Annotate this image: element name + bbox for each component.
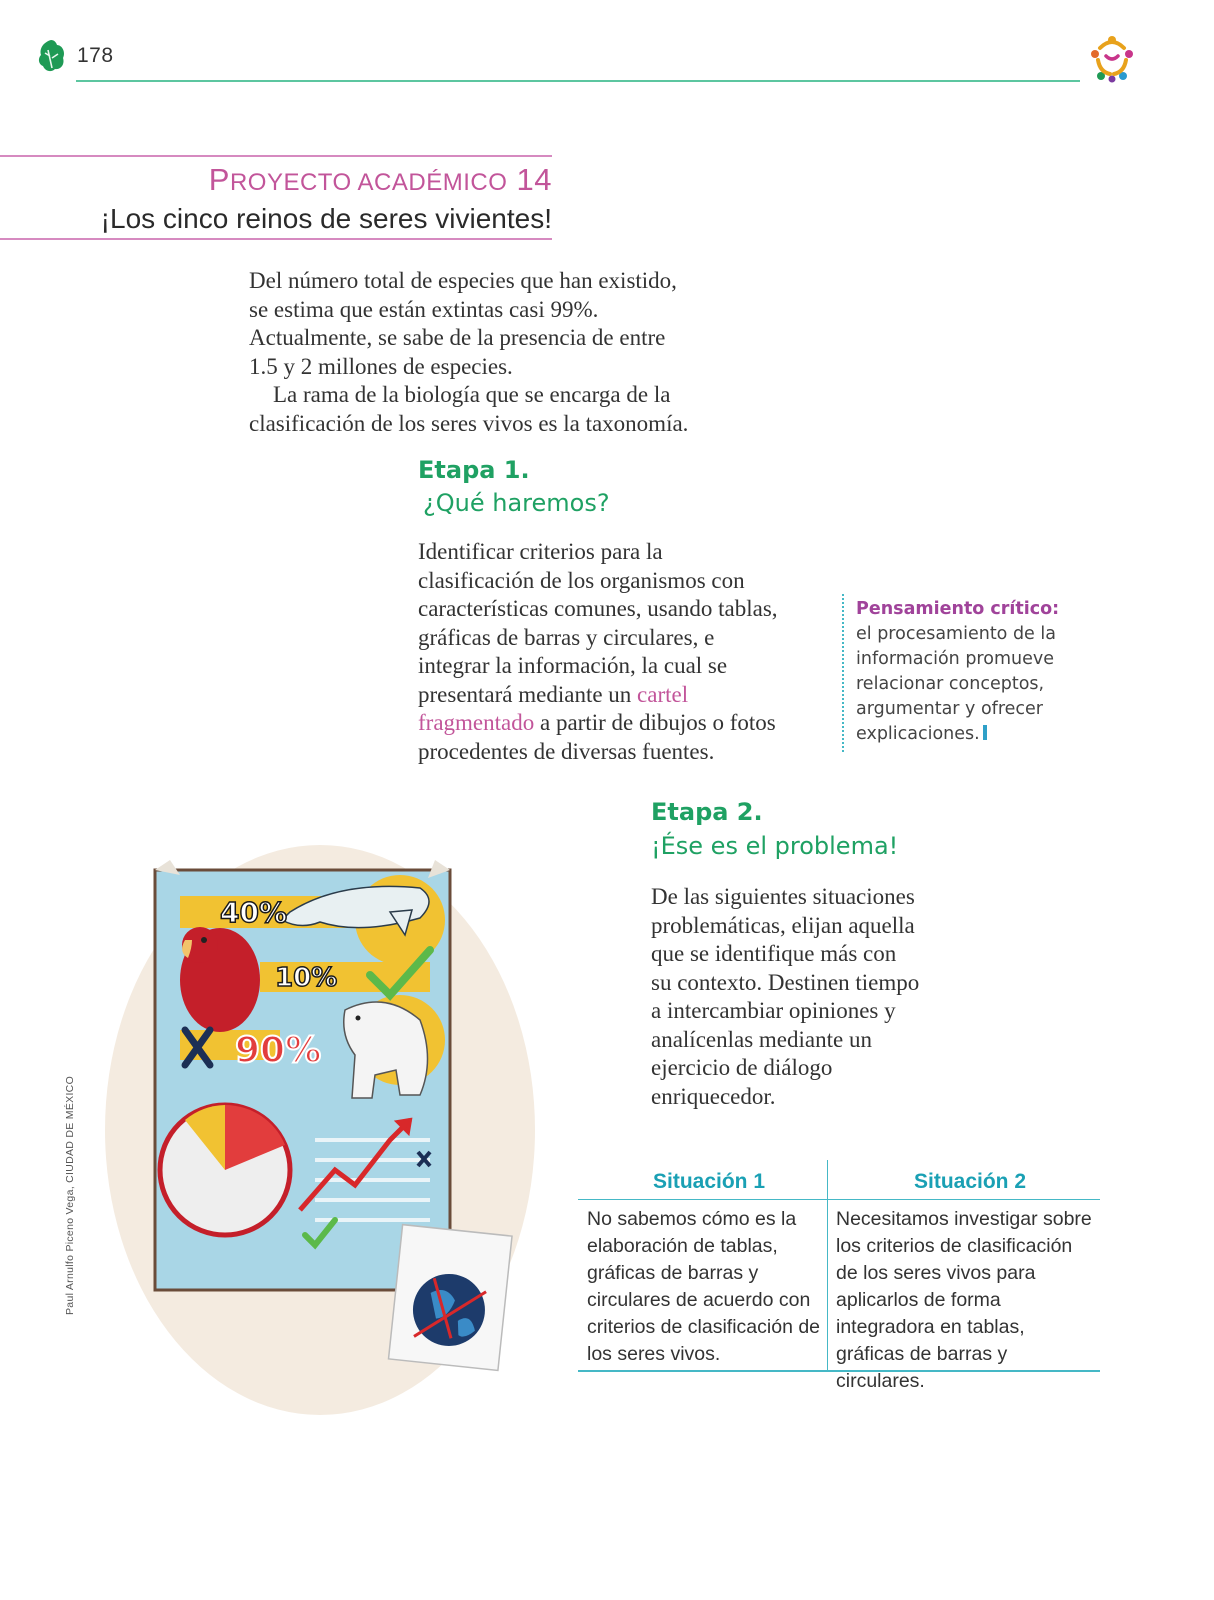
label-90: 90% <box>235 1030 322 1071</box>
project-subtitle: ¡Los cinco reinos de seres vivientes! <box>100 203 552 234</box>
project-number: 14 <box>507 162 552 197</box>
situation-1-header: Situación 1 <box>653 1170 766 1193</box>
situation-2-header: Situación 2 <box>914 1170 1027 1193</box>
leaf-icon <box>35 38 67 74</box>
program-logo-icon <box>1086 32 1138 84</box>
glossary-link[interactable]: cartel fragmentado <box>418 681 689 735</box>
stage-1-text-before: Identificar criterios para la clasificación de los organismos con características comunes, usando tablas, gráficas de barras y circulares, e integrar la información, la cual se presentará mediante un <box>418 539 778 707</box>
stage-1-title: Etapa 1. <box>418 456 530 484</box>
stage-2-title: Etapa 2. <box>651 798 763 826</box>
critical-thinking-note <box>856 597 1086 747</box>
illustration-credit: Paul Arnulfo Piceno Vega, CIUDAD DE MÉXICO <box>64 1075 76 1315</box>
project-label-text: ROYECTO ACADÉMICO <box>229 169 508 196</box>
title-rule-bottom <box>0 238 552 240</box>
poster-illustration <box>100 840 540 1420</box>
stage-2-subtitle: ¡Ése es el problema! <box>651 832 899 860</box>
project-label-initial: P <box>208 162 230 197</box>
stage-1-text-after: a partir de dibujos o fotos procedentes de diversas fuentes. <box>418 710 776 764</box>
page-number: 178 <box>77 44 114 67</box>
intro-paragraph-1: Del número total de especies que han existido, se estima que están extintas casi 99%. Actualmente, se sabe de la presencia de entre 1.5 y 2 millones de especies. <box>249 268 677 379</box>
label-10: 10% <box>275 963 338 993</box>
stage-1-subtitle: ¿Qué haremos? <box>423 489 610 517</box>
aside-end-mark <box>983 725 987 740</box>
aside-title: Pensamiento crítico: <box>856 599 1060 619</box>
intro-text <box>249 267 689 438</box>
table-header-rule <box>578 1199 1100 1200</box>
project-label <box>209 162 552 198</box>
aside-text: el procesamiento de la información promueve relacionar conceptos, argumentar y ofrecer explicaciones. <box>856 624 1056 744</box>
intro-paragraph-2: La rama de la biología que se encarga de la clasificación de los seres vivos es la taxonomía. <box>249 382 689 436</box>
title-rule-top <box>0 155 552 157</box>
label-40: 40% <box>220 896 288 929</box>
stage-2-text: De las siguientes situaciones problemáticas, elijan aquella que se identifique más con su contexto. Destinen tiempo a intercambiar opiniones y analícenlas mediante un ejercicio de diálogo enriquecedor. <box>651 884 920 1109</box>
stage-1-text <box>418 538 778 766</box>
table-column-divider <box>827 1160 828 1370</box>
globe-card <box>389 1225 513 1371</box>
situation-2-cell: Necesitamos investigar sobre los criterios de clasificación de los seres vivos para aplicarlos de forma integradora en tablas, gráficas de barras y circulares. <box>836 1208 1092 1392</box>
header-rule <box>76 80 1080 82</box>
aside-dotted-rule <box>842 594 844 752</box>
situation-1-cell: No sabemos cómo es la elaboración de tablas, gráficas de barras y circulares de acuerdo con criterios de clasificación de los seres vivos. <box>587 1208 821 1365</box>
